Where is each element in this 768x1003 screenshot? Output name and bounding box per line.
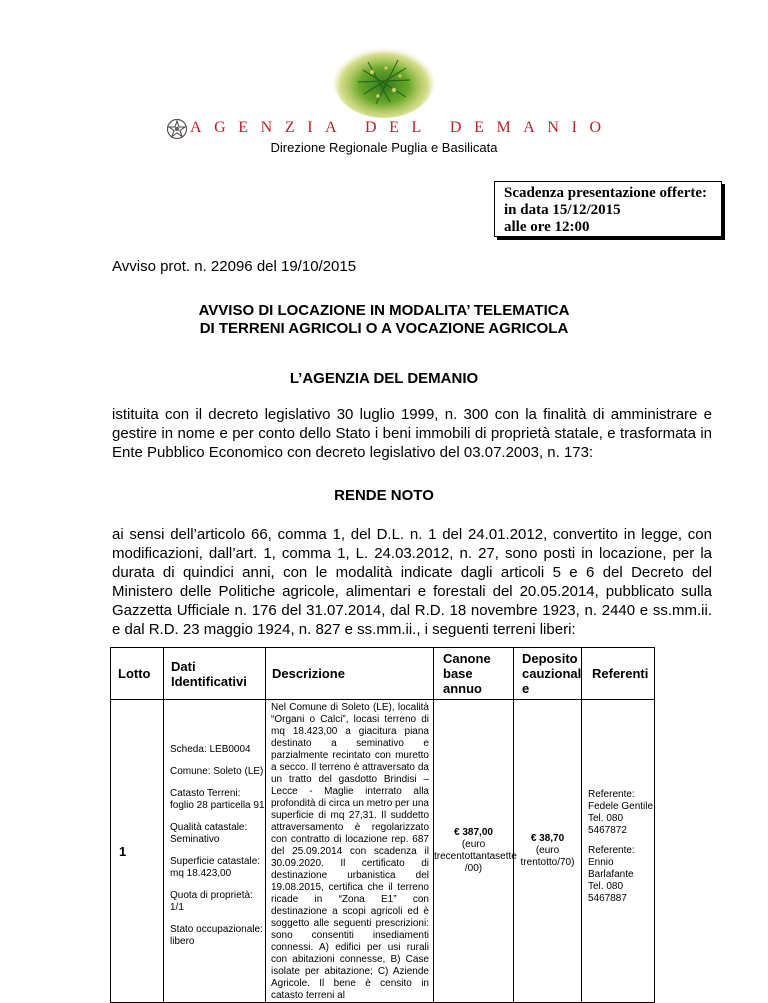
lots-table xyxy=(110,647,655,1003)
document-title-line-2: DI TERRENI AGRICOLI O A VOCAZIONE AGRICOLA xyxy=(199,320,569,337)
table-header-row xyxy=(111,648,655,700)
agency-logo xyxy=(328,42,438,118)
header-canone-line-1: Canone xyxy=(443,651,491,666)
deadline-line-3: alle ore 12:00 xyxy=(504,219,590,235)
body-paragraph: ai sensi dell’articolo 66, comma 1, del D.L. n. 1 del 24.01.2012, convertito in legge, con modificazioni, dall’art. 1, comma 1, L. 24.03.2012, n. 27, sono posti in locazione, per la durata di quindici anni, con le modalità indicate dagli articoli 5 e 6 del Decreto del Ministero delle Politiche agricole, alimentari e forestali del 20.05.2014, pubblicato sulla Gazzetta Ufficiale n. 176 del 31.07.2014, dal R.D. 18 novembre 1923, n. 2440 e ss.mm.ii. e dal R.D. 23 maggio 1924, n. 827 e ss.mm.ii., i seguenti terreni liberi: xyxy=(112,526,712,638)
header-deposito-line-3: e xyxy=(522,681,530,696)
rende-noto-heading: RENDE NOTO xyxy=(334,487,434,504)
canone-value: € 387,00 xyxy=(454,827,493,838)
referente-1-name: Referente: Fedele Gentile xyxy=(588,789,654,812)
referente-2-label: Referente: xyxy=(588,845,635,856)
header-canone-line-2: base annuo xyxy=(443,666,482,696)
deposito-value: € 38,70 xyxy=(530,833,565,844)
lot-number: 1 xyxy=(111,700,164,1003)
dati-catasto: Catasto Terreni: foglio 28 particella 91 xyxy=(170,788,265,811)
dati-comune: Comune: Soleto (LE) xyxy=(170,766,264,777)
agency-heading: L’AGENZIA DEL DEMANIO xyxy=(289,370,479,387)
deadline-line-2: in data 15/12/2015 xyxy=(504,202,621,218)
header-deposito-line-1: Deposito xyxy=(522,651,578,666)
deadline-box xyxy=(494,181,722,237)
republic-emblem-icon xyxy=(166,118,188,140)
identification-data xyxy=(164,700,266,1003)
intro-paragraph: istituita con il decreto legislativo 30 luglio 1999, n. 300 con la finalità di amministrare e gestire in nome e per conto dello Stato i beni immobili di proprietà statale, e trasformata in Ente Pubblico Economico con decreto legislativo del 03.07.2003, n. 173: xyxy=(112,406,712,461)
deposito-words: (euro trentotto/70) xyxy=(520,845,575,868)
header-lotto: Lotto xyxy=(111,648,164,700)
header-canone xyxy=(434,648,514,700)
dati-quota: Quota di proprietà: 1/1 xyxy=(170,890,253,913)
referente-1-tel: Tel. 080 5467872 xyxy=(588,813,627,836)
referente-2-tel: Tel. 080 5467887 xyxy=(588,881,627,904)
referente-2-name: Ennio Barlafante xyxy=(588,857,634,880)
referenti-cell xyxy=(582,700,655,1003)
header-descrizione: Descrizione xyxy=(266,648,434,700)
document-title-line-1: AVVISO DI LOCAZIONE IN MODALITA’ TELEMATICA xyxy=(198,302,570,319)
agency-name: AGENZIA DEL DEMANIO xyxy=(190,119,614,136)
header-referenti: Referenti xyxy=(582,648,655,700)
header-dati-identificativi: Dati Identificativi xyxy=(164,648,266,700)
lot-description: Nel Comune di Soleto (LE), località “Organi o Calci”, locasi terreno di mq 18.423,00 a giacitura piana destinato a seminativo e parzialmente recintato con muretto a secco. Il terreno è attraversato da un tratto del gasdotto Brindisi – Lecce - Maglie interrato alla profondità di circa un metro per una superficie di mq 27,31. Il suddetto attraversamento è regolarizzato con contratto di locazione rep. 687 del 25.09.2014 con scadenza il 30.09.2020. Il certificato di destinazione urbanistica del 19.08.2015, certifica che il terreno ricade in “Zona E1” con destinazione a scopi agricoli ed è soggetto alle seguenti prescrizioni: sono consentiti insediamenti connessi. A) edifici per usi rurali con abitazioni connesse, B) Case isolate per abitazione; C) Aziende Agricole. Il bene è censito in catasto terreni al xyxy=(266,700,434,1003)
table-row xyxy=(111,700,655,1003)
protocol-number: Avviso prot. n. 22096 del 19/10/2015 xyxy=(112,258,357,275)
header-deposito-line-2: cauzional xyxy=(522,666,582,681)
canone-cell xyxy=(434,700,517,1003)
dati-qualita: Qualità catastale: Seminativo xyxy=(170,822,248,845)
dati-superficie: Superficie catastale: mq 18.423,00 xyxy=(170,856,261,879)
direzione-regionale: Direzione Regionale Puglia e Basilicata xyxy=(270,140,498,155)
deadline-line-1: Scadenza presentazione offerte: xyxy=(504,185,707,201)
dati-scheda: Scheda: LEB0004 xyxy=(170,744,251,755)
header-deposito xyxy=(514,648,582,700)
canone-words: (euro trecentottantasette /00) xyxy=(434,839,517,874)
dati-stato: Stato occupazionale: libero xyxy=(170,924,263,947)
deposito-cell xyxy=(514,700,582,1003)
